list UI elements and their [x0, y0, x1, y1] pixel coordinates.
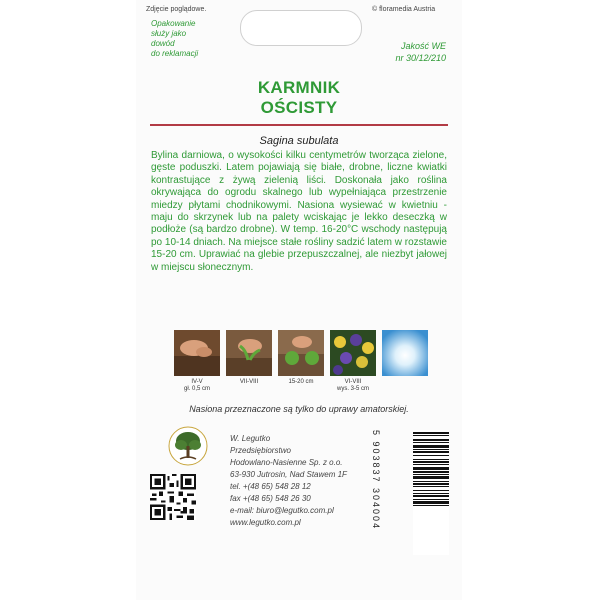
title-divider	[150, 124, 448, 126]
company-address: W. Legutko Przedsiębiorstwo Hodowlano-Nasienne Sp. z o.o. 63-930 Jutrosin, Nad Stawem 1F tel. +(48 65) 548 28 12 fax +(48 65) 548 26 30 e-mail: biuro@legutko.com.pl www.legutko.com.pl	[230, 434, 347, 527]
packaging-note: Opakowanie służy jako dowód do reklamacji	[151, 19, 199, 58]
flowering-icon	[330, 330, 376, 376]
website-link: www.legutko.com.pl	[230, 518, 301, 527]
flowering-label: VI-VIII wys. 3-5 cm	[336, 379, 369, 392]
product-name-line1: KARMNIK	[257, 78, 341, 97]
illustrative-note: Zdjęcie poglądowe.	[146, 6, 207, 13]
hang-hole	[240, 10, 362, 46]
phone-number: tel. +(48 65) 548 28 12	[230, 482, 311, 491]
spacing-label: 15-20 cm	[288, 379, 314, 385]
quality-info: Jakość WE nr 30/12/210	[395, 41, 446, 63]
ean-barcode	[413, 430, 449, 555]
product-name-line2: OŚCISTY	[260, 98, 338, 117]
amateur-use-note: Nasiona przeznaczone są tylko do uprawy amatorskiej.	[189, 404, 409, 414]
family-company-logo	[160, 418, 216, 474]
seedling-label: VII-VIII	[239, 379, 259, 385]
latin-name: Sagina subulata	[259, 135, 339, 147]
barcode-digits: 5 903837 304004	[371, 430, 381, 531]
email-address: e-mail: biuro@legutko.com.pl	[230, 506, 334, 515]
spacing-icon	[278, 330, 324, 376]
product-description: Bylina darniowa, o wysokości kilku centymetrów tworząca zielone, gęste poduszki. Latem pojawiają się białe, drobne, liczne kwiatki kontrastujące z żywą zielenią liści. Doskonała jako roślina okrywająca do ogrodu skalnego lub wypełniająca przestrzenie miedzy płytami chodnikowymi. Nasiona wysiewać w kwietniu - maju do skrzynek lub na palety wciskając je lekko deseczką w podłoże (są bardzo drobne). W temp. 16-20°C wschody następują po 10-14 dniach. Na miejsce stałe rośliny sadzić latem w rozstawie 15-20 cm. Uprawiać na glebie przepuszczalnej, ale niezbyt jałowej w miejscu słonecznym.	[151, 150, 447, 273]
seedling-icon	[226, 330, 272, 376]
sowing-icon	[174, 330, 220, 376]
qr-code[interactable]	[150, 474, 196, 520]
fax-number: fax +(48 65) 548 26 30	[230, 494, 311, 503]
sowing-label: IV-V gł. 0,5 cm	[183, 379, 210, 392]
copyright-text: © floramedia Austria	[372, 6, 436, 13]
sun-icon	[382, 330, 428, 376]
company-name: W. Legutko	[230, 434, 271, 443]
